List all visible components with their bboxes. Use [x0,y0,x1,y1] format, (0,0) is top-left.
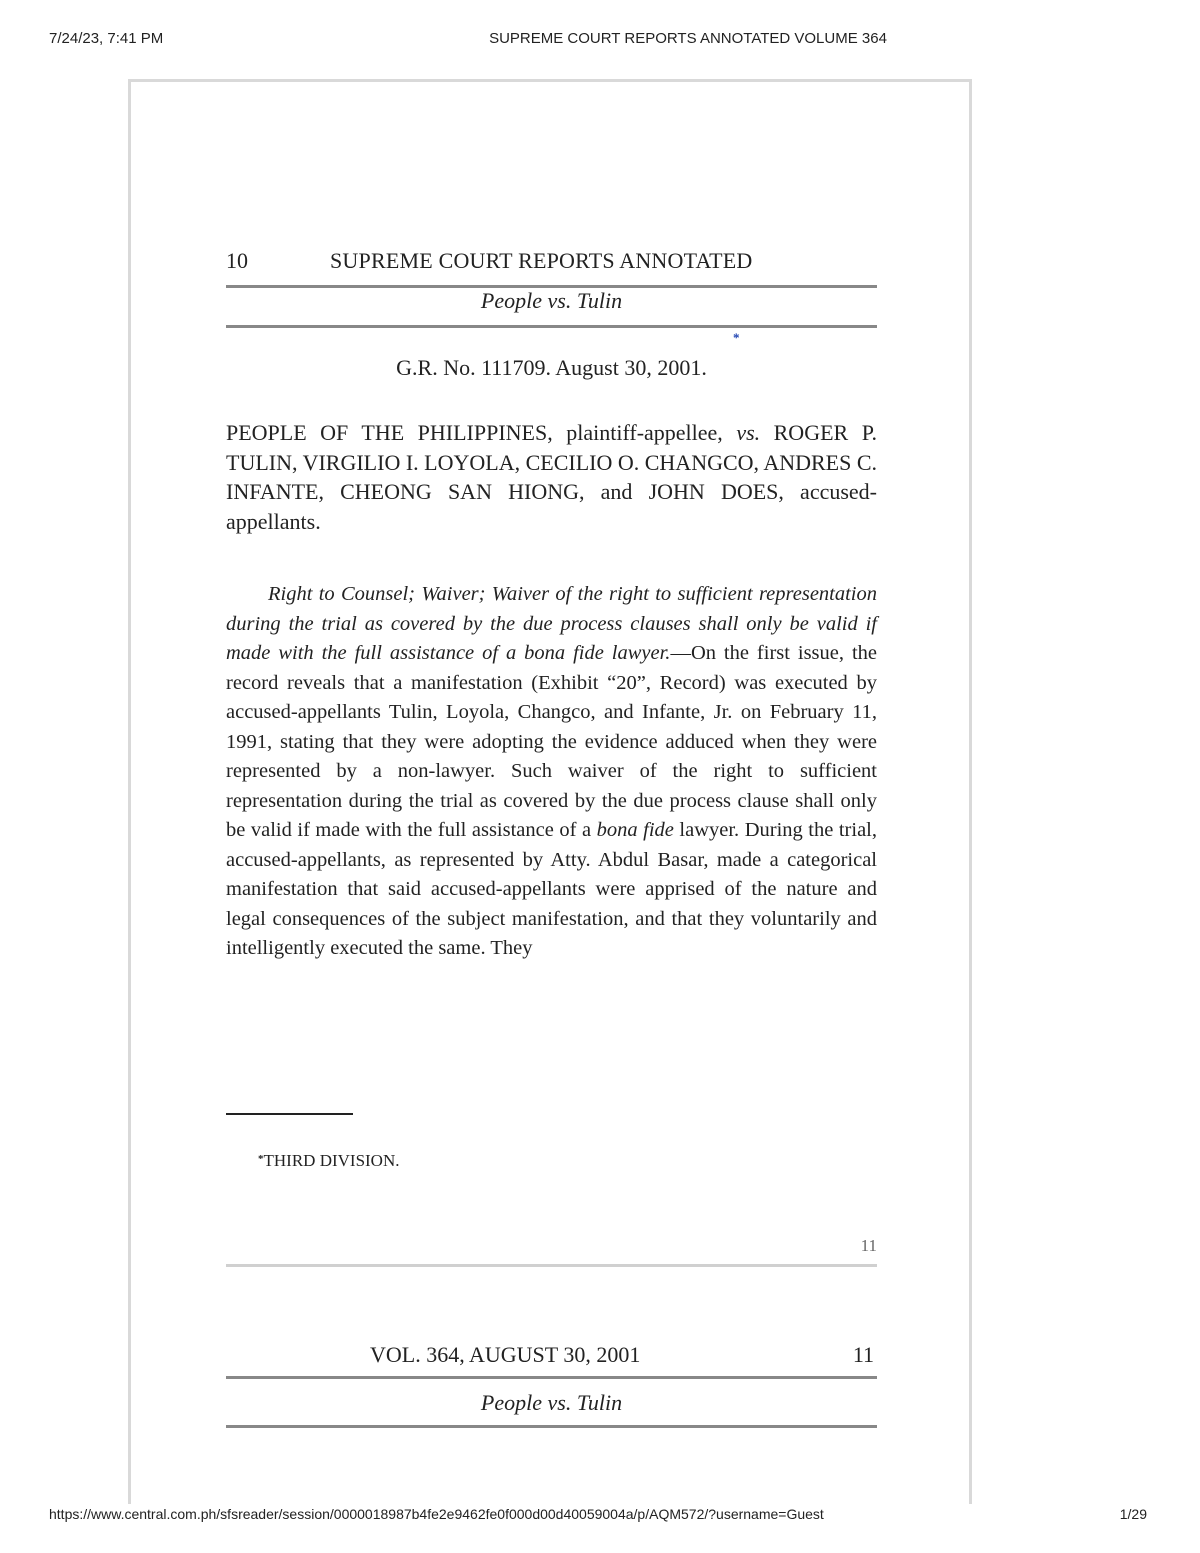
headnote-italic: Right to Counsel; Waiver; Waiver of the right to sufficient representation during the trial as covered by the due process clauses shall only be valid if made with the full assistance of a bona fide lawyer. [226,583,877,664]
print-header-title: SUPREME COURT REPORTS ANNOTATED VOLUME 364 [489,30,887,47]
syllabus-paragraph [226,580,877,964]
running-head-next-page [226,1342,877,1372]
versus-text: vs. [736,420,761,445]
footnote [258,1151,399,1171]
footnote-reference-link[interactable]: * [733,330,740,345]
running-head-next-page-number: 11 [852,1342,874,1367]
page-break-rule [226,1264,877,1267]
gr-number-line: G.R. No. 111709. August 30, 2001. [396,355,707,380]
case-title-rule [226,325,877,328]
running-head-page-number: 10 [226,248,248,273]
footnote-marker: * [258,1153,264,1165]
running-head-next-rule [226,1376,877,1379]
print-datetime: 7/24/23, 7:41 PM [49,30,164,47]
running-head-title: SUPREME COURT REPORTS ANNOTATED [330,248,753,273]
footnote-text: THIRD DIVISION. [263,1151,400,1170]
syllabus-text-1: —On the first issue, the record reveals that a manifestation (Exhibit “20”, Record) was executed by accused-appellants Tulin, Loyola, Changco, and Infante, Jr. on February 11, 1991, stating that they were adopting the evidence adduced when they were represented by a non-lawyer. Such waiver of the right to sufficient representation during the trial as covered by the due process clause shall only be valid if made with the full assistance of a [226,642,877,841]
page-bottom-number: 11 [860,1236,877,1255]
footnote-divider [226,1113,353,1115]
plaintiff-text: PEOPLE OF THE PHILIPPINES, plaintiff-appellee, [226,420,737,445]
case-parties [226,418,877,536]
running-head-next-title: VOL. 364, AUGUST 30, 2001 [370,1342,641,1367]
print-footer-url: https://www.central.com.ph/sfsreader/session/0000018987b4fe2e9462fe0f000d00d40059004a/p/AQM572/?username=Guest [49,1506,824,1522]
print-footer-page-count: 1/29 [1119,1506,1147,1522]
running-head [226,248,877,278]
case-short-title-next: People vs. Tulin [480,1390,623,1415]
case-title-next-rule [226,1425,877,1428]
case-short-title: People vs. Tulin [480,288,623,313]
defendants-text: ROGER P. TULIN, VIRGILIO I. LOYOLA, CECILIO O. CHANGCO, ANDRES C. INFANTE, CHEONG SAN HIONG, and JOHN DOES, accused-appellants. [226,420,877,534]
syllabus-text-2: lawyer. During the trial, accused-appellants, as represented by Atty. Abdul Basar, made a categorical manifestation that said accused-appellants were apprised of the nature and legal consequences of the subject manifestation, and that they voluntarily and intelligently executed the same. They [226,819,877,959]
syllabus-italic: bona fide [596,819,674,841]
